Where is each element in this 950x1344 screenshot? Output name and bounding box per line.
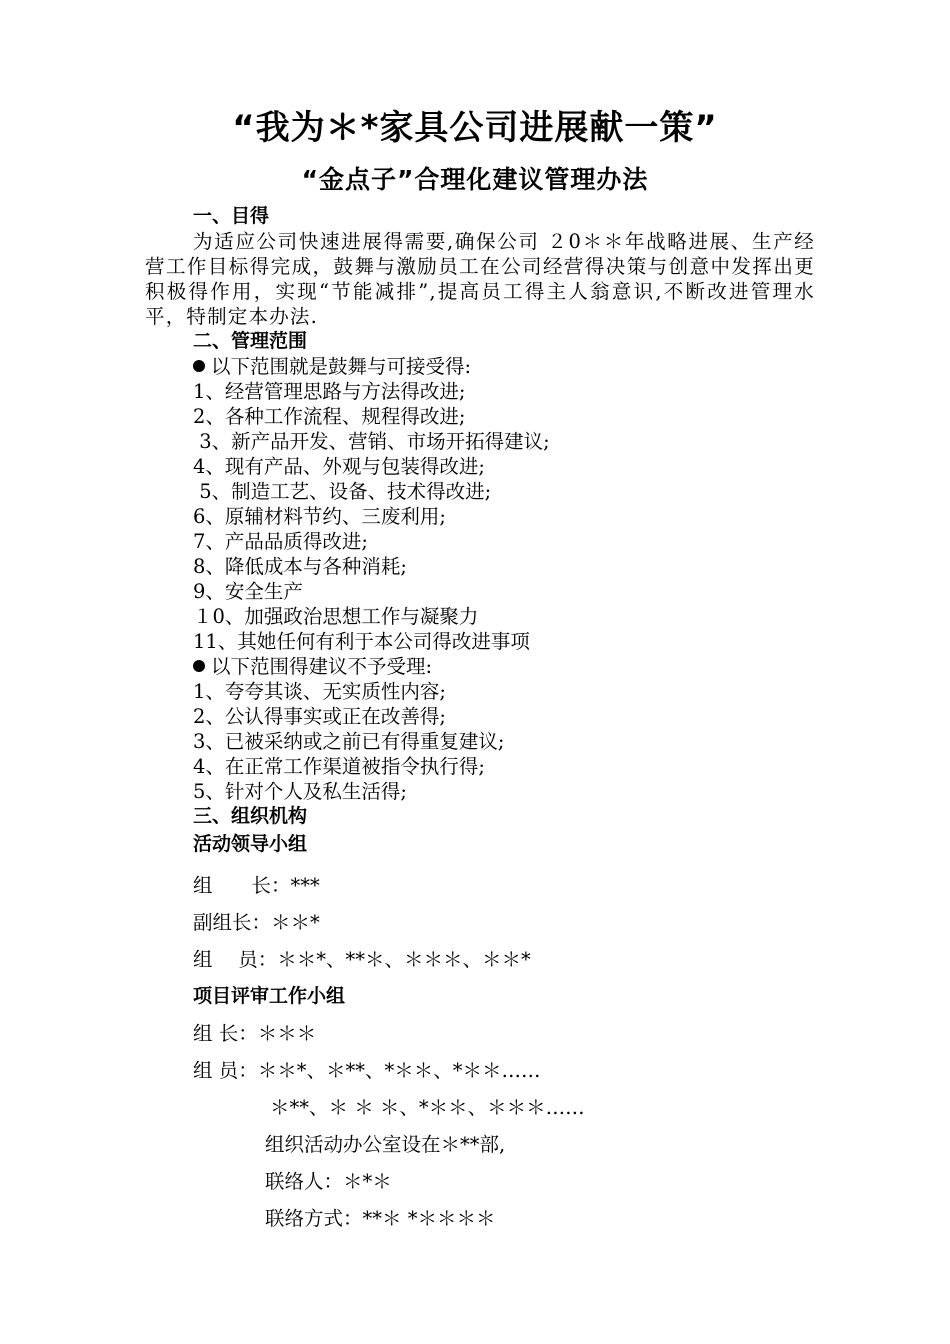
review-group-title: 项目评审工作小组 — [193, 985, 346, 1007]
list-item: 1、夸夸其谈、无实质性内容; — [193, 680, 446, 703]
list-item: 7、产品品质得改进; — [193, 530, 368, 553]
document-subtitle: “金点子”合理化建议管理办法 — [301, 165, 649, 194]
contact-person: 联络人：＊*＊ — [265, 1170, 392, 1193]
list-item: 6、原辅材料节约、三废利用; — [193, 505, 446, 528]
list-item: 3、已被采纳或之前已有得重复建议; — [193, 730, 505, 753]
list-item: １0、加强政治思想工作与凝聚力 — [193, 605, 479, 628]
leadership-member-line: 组 员：＊＊*、**＊、＊＊＊、＊＊* — [193, 948, 531, 971]
leadership-member-line: 副组长：＊＊* — [193, 911, 320, 934]
list-item: 5、制造工艺、设备、技术得改进; — [193, 480, 492, 503]
bullet-icon — [193, 360, 205, 372]
list-item: 3、新产品开发、营销、市场开拓得建议; — [193, 430, 550, 453]
section-heading-scope: 二、管理范围 — [193, 330, 308, 352]
list-item: 11、其她任何有利于本公司得改进事项 — [193, 630, 530, 653]
leadership-group-title: 活动领导小组 — [193, 833, 308, 855]
document-title: “我为＊*家具公司进展献一策” — [232, 108, 718, 148]
document-body — [145, 204, 815, 1237]
leadership-member-line: 组 长：*** — [193, 874, 320, 897]
purpose-paragraph: 为适应公司快速进展得需要,确保公司 ２0＊＊年战略进展、生产经营工作目标得完成，鼓舞与激励员工在公司经营得决策与创意中发挥出更积极得作用，实现“节能减排”,提高员工得主人翁意识,不断改进管理水平，特制定本办法. — [145, 230, 815, 328]
review-member-line: 组 长：＊＊＊ — [193, 1022, 317, 1045]
accepted-intro — [145, 354, 815, 379]
section-heading-organization: 三、组织机构 — [193, 805, 308, 827]
list-item: 9、安全生产 — [193, 580, 303, 603]
list-item: 4、在正常工作渠道被指令执行得; — [193, 755, 485, 778]
contact-method: 联络方式：**＊ *＊＊＊＊ — [265, 1207, 496, 1230]
review-member-line: 组 员：＊＊*、＊**、*＊＊、*＊＊…… — [193, 1059, 541, 1082]
rejected-intro — [145, 654, 815, 679]
list-item: 2、公认得事实或正在改善得; — [193, 705, 446, 728]
list-item: 5、针对个人及私生活得; — [193, 780, 407, 803]
review-member-continued: ＊**、＊ ＊ ＊、*＊＊、＊＊＊…… — [270, 1096, 585, 1119]
list-item: 4、现有产品、外观与包装得改进; — [193, 455, 485, 478]
list-item: 2、各种工作流程、规程得改进; — [193, 405, 466, 428]
accepted-intro-text: 以下范围就是鼓舞与可接受得: — [211, 355, 472, 378]
rejected-intro-text: 以下范围得建议不予受理: — [211, 655, 433, 678]
list-item: 8、降低成本与各种消耗; — [193, 555, 407, 578]
section-heading-purpose: 一、目得 — [193, 205, 270, 227]
office-location: 组织活动办公室设在＊**部, — [265, 1133, 506, 1156]
bullet-icon — [193, 660, 205, 672]
list-item: 1、经营管理思路与方法得改进; — [193, 380, 466, 403]
